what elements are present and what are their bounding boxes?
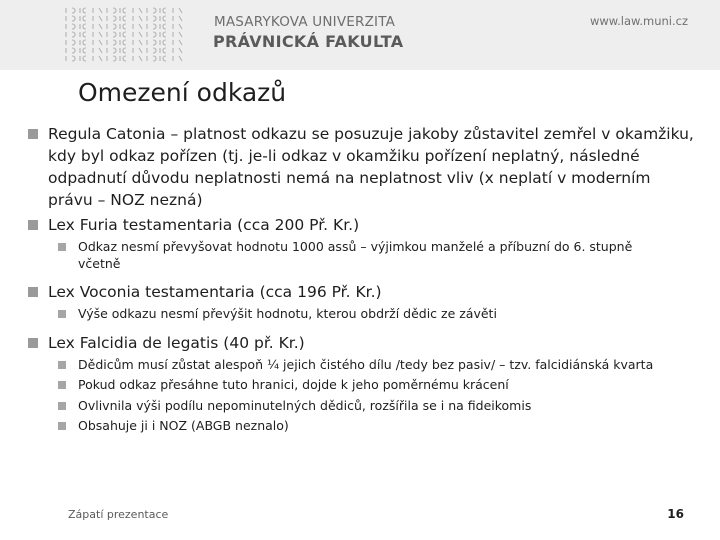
slide-content: [28, 123, 696, 439]
sub-bullet: [58, 398, 658, 415]
footer-text: Zápatí prezentace: [68, 508, 169, 521]
bullet-text: Lex Voconia testamentaria (cca 196 Př. Kr.): [48, 283, 382, 301]
sub-bullet-text: Odkaz nesmí převyšovat hodnotu 1000 assů – výjimkou manželé a příbuzní do 6. stupně včetně: [78, 239, 633, 271]
university-logo-pattern-icon: [62, 2, 186, 66]
slide-title: Omezení odkazů: [78, 78, 287, 107]
sub-bullet: [58, 306, 658, 323]
sub-bullet: [58, 377, 658, 394]
bullet-text: Lex Furia testamentaria (cca 200 Př. Kr.): [48, 216, 360, 234]
sub-bullet-text: Obsahuje ji i NOZ (ABGB neznalo): [78, 418, 289, 433]
faculty-name: PRÁVNICKÁ FAKULTA: [213, 32, 404, 51]
square-bullet-icon: [58, 310, 66, 318]
square-bullet-icon: [58, 402, 66, 410]
bullet-lex-furia: [28, 214, 696, 236]
bullet-lex-falcidia: [28, 332, 696, 354]
square-bullet-icon: [28, 129, 38, 139]
square-bullet-icon: [58, 422, 66, 430]
bullet-lex-voconia: [28, 281, 696, 303]
square-bullet-icon: [28, 338, 38, 348]
sub-bullet-text: Ovlivnila výši podílu nepominutelných dědiců, rozšířila se i na fideikomis: [78, 397, 532, 413]
square-bullet-icon: [58, 243, 66, 251]
bullet-text: Lex Falcidia de legatis (40 př. Kr.): [48, 333, 305, 352]
sub-bullet: [58, 357, 658, 374]
university-name: MASARYKOVA UNIVERZITA: [214, 14, 396, 30]
page-number: 16: [667, 507, 684, 521]
square-bullet-icon: [58, 381, 66, 389]
sub-bullet-text: Pokud odkaz přesáhne tuto hranici, dojde k jeho poměrnému krácení: [78, 377, 509, 392]
sub-bullet: [58, 239, 658, 272]
square-bullet-icon: [58, 361, 66, 369]
square-bullet-icon: [28, 220, 38, 230]
sub-bullet-text: Výše odkazu nesmí převýšit hodnotu, kterou obdrží dědic ze závěti: [78, 306, 497, 321]
header-band: [0, 0, 720, 70]
sub-bullet: [58, 418, 658, 435]
website-url[interactable]: www.law.muni.cz: [589, 14, 688, 28]
sub-bullet-text: Dědicům musí zůstat alespoň ¼ jejich čistého dílu /tedy bez pasiv/ – tzv. falcidiánská kvarta: [78, 356, 654, 372]
bullet-text: Regula Catonia – platnost odkazu se posuzuje jakoby zůstavitel zemřel v okamžiku, kdy byl odkaz pořízen (tj. je-li odkaz v okamžiku pořízení neplatný, následné odpadnutí důvodu neplatnosti nemá na neplatnost vliv (x neplatí v moderním právu – NOZ nezná): [48, 125, 694, 209]
square-bullet-icon: [28, 287, 38, 297]
bullet-regula-catonia: [28, 123, 696, 211]
